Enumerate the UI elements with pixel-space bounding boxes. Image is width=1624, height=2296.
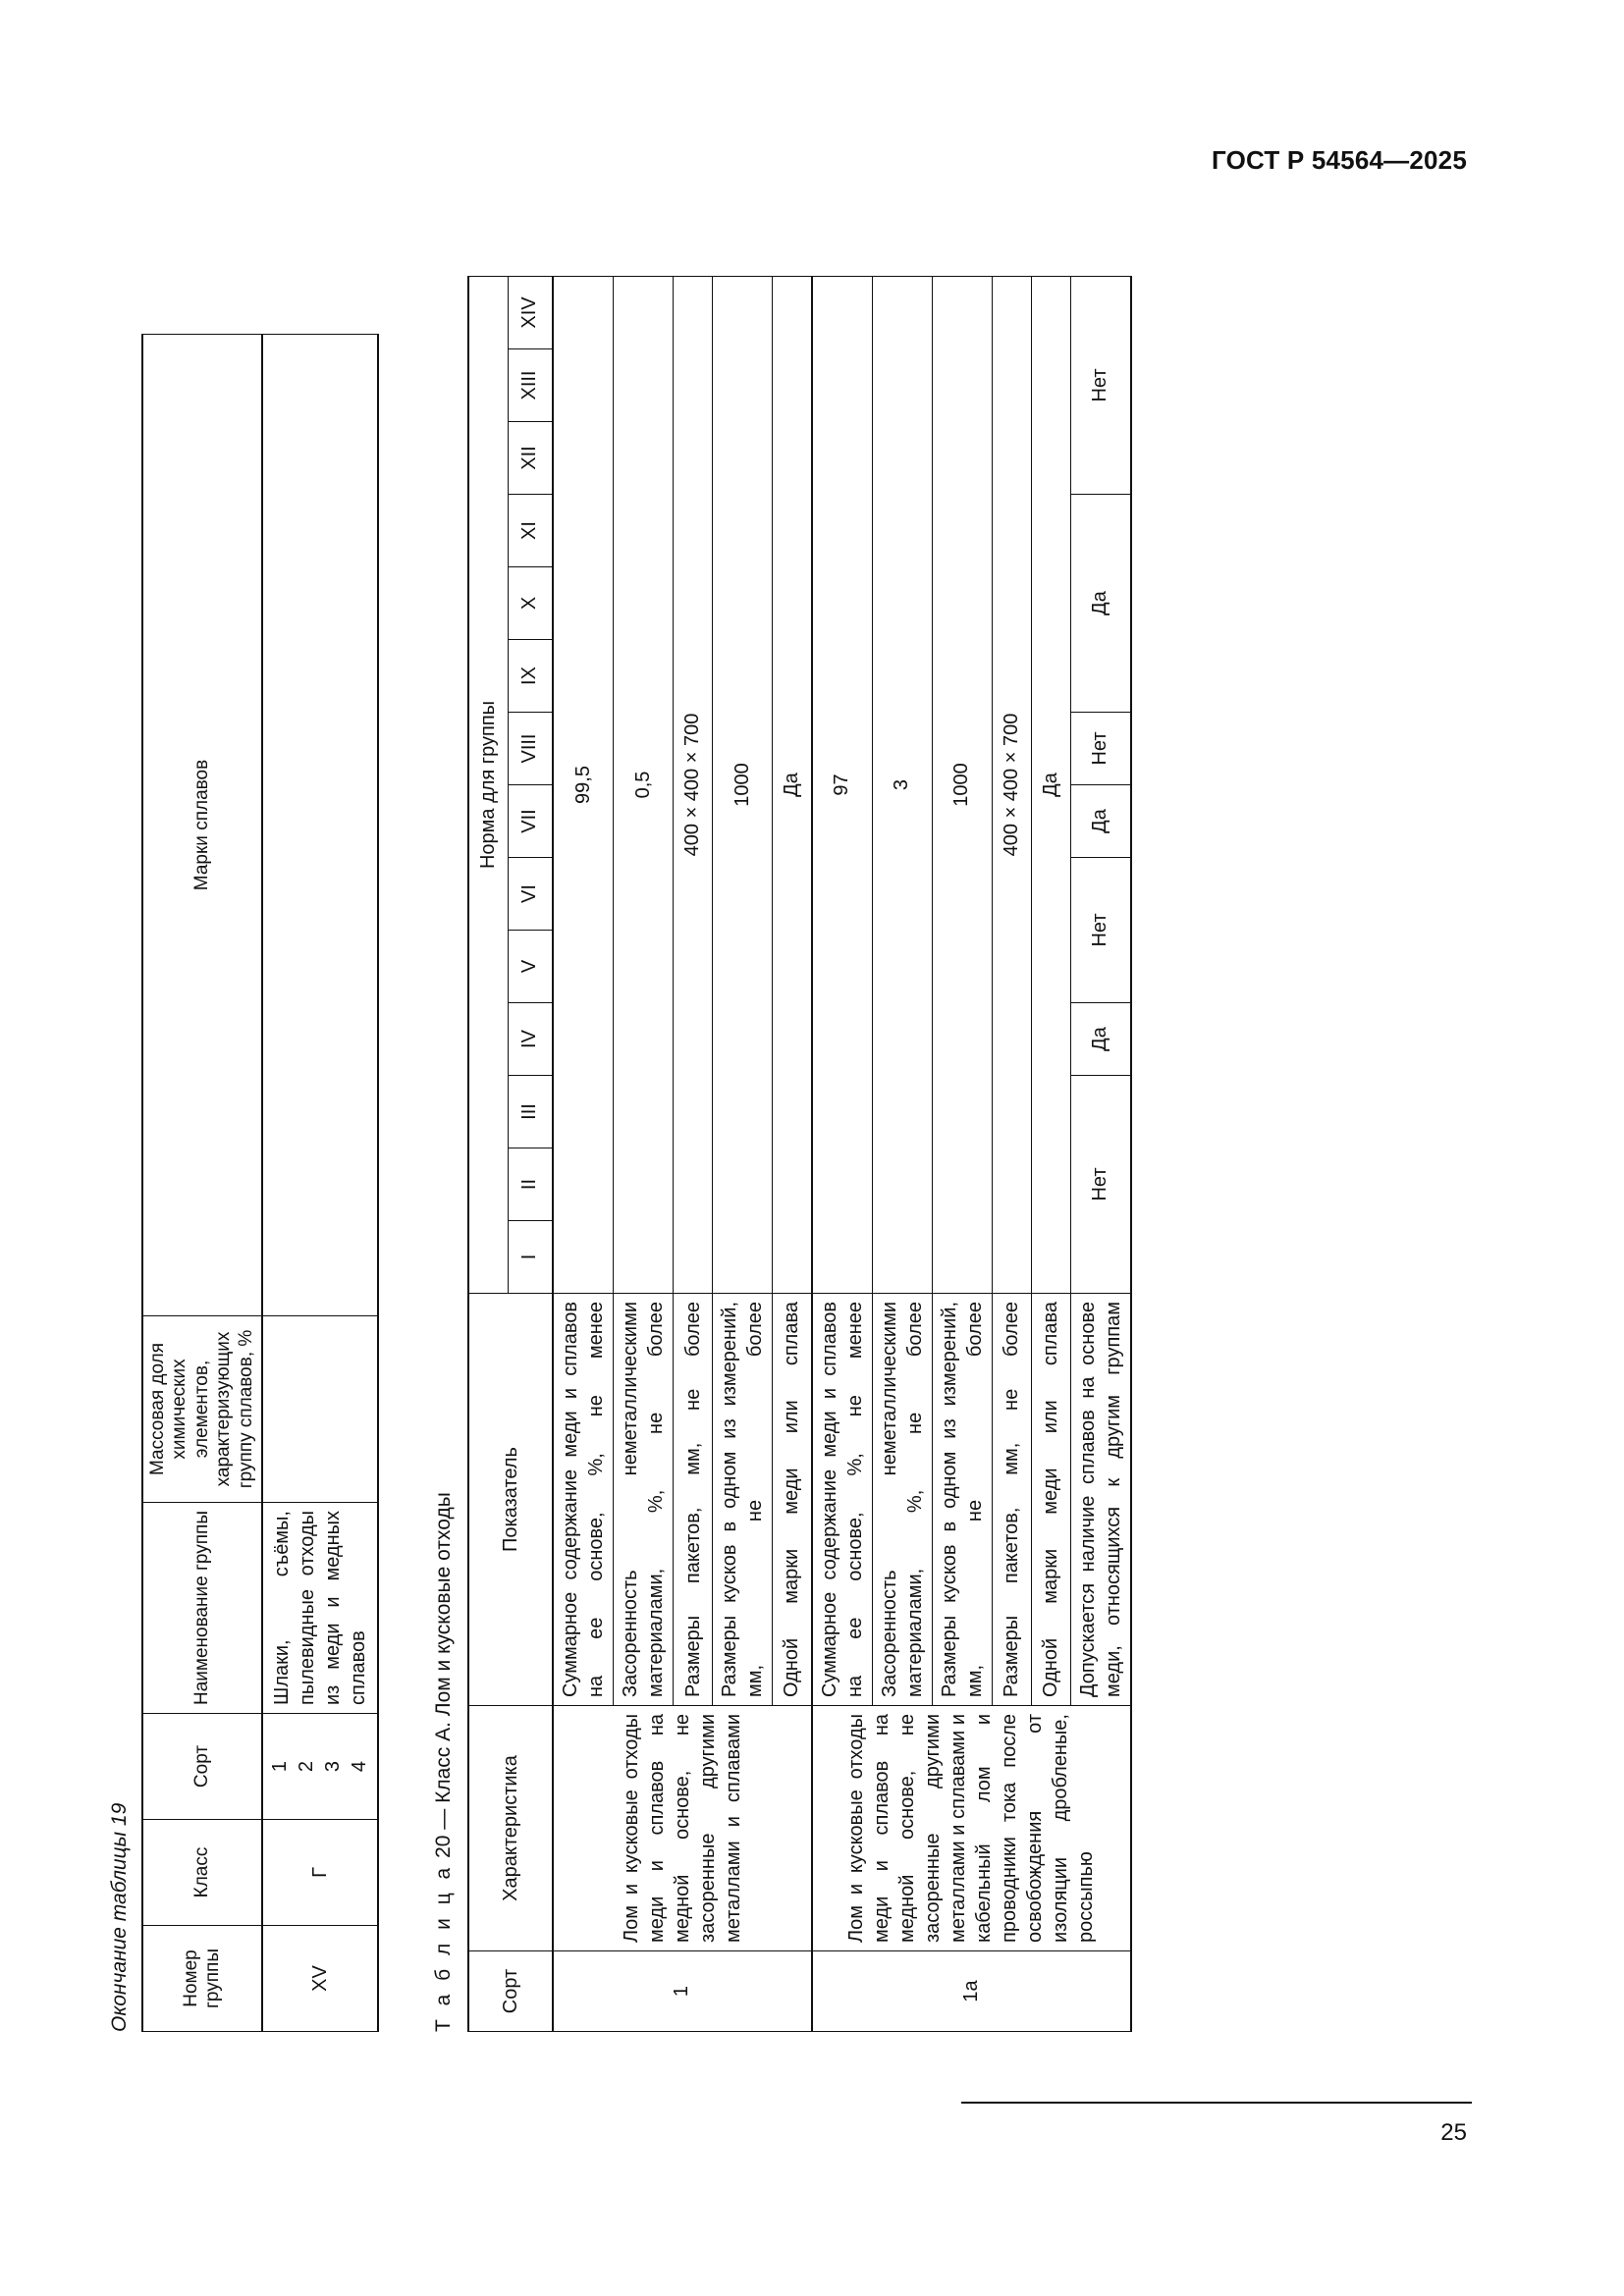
col-header-group-VII: VII bbox=[508, 785, 553, 858]
table-19-body bbox=[262, 335, 378, 2032]
col-header-group-V: V bbox=[508, 931, 553, 1003]
cell-indicator: Суммарное содержание меди и сплавов на ее основе, %, не менее bbox=[553, 1294, 614, 1706]
cell-sort: 1а bbox=[812, 1951, 1131, 2032]
col-header-group-XI: XI bbox=[508, 495, 553, 567]
col-header-group-number: Номер группы bbox=[142, 1926, 262, 2032]
col-header-class: Класс bbox=[142, 1820, 262, 1926]
cell-norm-value: 3 bbox=[872, 277, 932, 1294]
cell-norm-value: Нет bbox=[1070, 277, 1131, 495]
table-row bbox=[812, 277, 873, 2032]
sort-value: 1 bbox=[269, 1760, 292, 1773]
col-header-group-XIII: XIII bbox=[508, 349, 553, 422]
cell-indicator: Размеры кусков в одном из измерений, мм, не более bbox=[713, 1294, 773, 1706]
cell-norm-value: Да bbox=[1031, 277, 1070, 1294]
cell-mass-fraction bbox=[262, 1316, 378, 1503]
table-20-caption-dash: — bbox=[432, 1808, 455, 1830]
cell-norm-value: 400 × 400 × 700 bbox=[674, 277, 713, 1294]
cell-sorts bbox=[262, 1714, 378, 1820]
col-header-alloy-marks: Марки сплавов bbox=[142, 335, 262, 1316]
cell-norm-value: 400 × 400 × 700 bbox=[992, 277, 1031, 1294]
cell-indicator: Засоренность неметаллическими материалами, %, не более bbox=[614, 1294, 674, 1706]
cell-alloy-marks bbox=[262, 335, 378, 1316]
table-19 bbox=[141, 334, 379, 2032]
col-header-group-I: I bbox=[508, 1221, 553, 1294]
table-20-caption-title: Класс А. Лом и кусковые отходы bbox=[432, 1492, 455, 1803]
cell-group-name: Шлаки, съёмы, пылевидные отходы из меди и медных сплавов bbox=[262, 1503, 378, 1714]
table-20-caption-prefix: Т а б л и ц а bbox=[432, 1863, 455, 2032]
cell-sort: 1 bbox=[553, 1951, 812, 2032]
cell-characteristic: Лом и кусковые отходы меди и сплавов на медной основе, не засоренные другими металлами и сплавами bbox=[553, 1706, 812, 1951]
cell-indicator: Размеры пакетов, мм, не более bbox=[992, 1294, 1031, 1706]
cell-norm-value: 1000 bbox=[713, 277, 773, 1294]
table-20-caption-number: 20 bbox=[432, 1835, 455, 1858]
table-20-head bbox=[468, 277, 553, 2032]
col-header-sort: Сорт bbox=[142, 1714, 262, 1820]
table-19-header-row bbox=[142, 335, 262, 2032]
cell-norm-value: Да bbox=[1070, 785, 1131, 858]
cell-indicator: Суммарное содержание меди и сплавов на ее основе, %, не менее bbox=[812, 1294, 873, 1706]
page-standard-title: ГОСТ Р 54564—2025 bbox=[1212, 145, 1467, 175]
col-header-characteristic: Характеристика bbox=[468, 1706, 553, 1951]
cell-norm-value: Да bbox=[1070, 1003, 1131, 1076]
table-20-caption bbox=[432, 265, 456, 2032]
sort-value: 2 bbox=[296, 1760, 318, 1773]
col-header-group-II: II bbox=[508, 1148, 553, 1221]
cell-norm-value: 97 bbox=[812, 277, 873, 1294]
sort-value: 3 bbox=[322, 1760, 345, 1773]
table-19-caption: Окончание таблицы 19 bbox=[108, 1802, 131, 2032]
cell-norm-value: Нет bbox=[1070, 713, 1131, 785]
cell-class: Г bbox=[262, 1820, 378, 1926]
col-header-group-IV: IV bbox=[508, 1003, 553, 1076]
table-row bbox=[262, 335, 378, 2032]
table-19-block bbox=[108, 265, 371, 2032]
table-20-body bbox=[553, 277, 1131, 2032]
col-header-group-X: X bbox=[508, 567, 553, 640]
col-header-group-VIII: VIII bbox=[508, 713, 553, 785]
col-header-group-IX: IX bbox=[508, 640, 553, 713]
col-header-group-name: Наименование группы bbox=[142, 1503, 262, 1714]
cell-norm-value: Да bbox=[773, 277, 812, 1294]
cell-indicator: Засоренность неметаллическими материалами, %, не более bbox=[872, 1294, 932, 1706]
col-header-mass-fraction: Массовая доля химических элементов, характеризующих группу сплавов, % bbox=[142, 1316, 262, 1503]
table-20-block bbox=[432, 265, 1532, 2032]
table-20 bbox=[467, 276, 1132, 2032]
col-header-sort: Сорт bbox=[468, 1951, 553, 2032]
cell-norm-value: Нет bbox=[1070, 1076, 1131, 1294]
col-header-norm-group: Норма для группы bbox=[468, 277, 508, 1294]
cell-norm-value: Нет bbox=[1070, 858, 1131, 1003]
table-row bbox=[553, 277, 614, 2032]
cell-indicator: Одной марки меди или сплава bbox=[773, 1294, 812, 1706]
cell-norm-value: 1000 bbox=[932, 277, 992, 1294]
cell-indicator: Допускается наличие сплавов на основе меди, относящихся к другим группам bbox=[1070, 1294, 1131, 1706]
col-header-indicator: Показатель bbox=[468, 1294, 553, 1706]
col-header-group-III: III bbox=[508, 1076, 553, 1148]
col-header-group-XIV: XIV bbox=[508, 277, 553, 349]
table-19-head bbox=[142, 335, 262, 2032]
cell-indicator: Размеры кусков в одном из измерений, мм, не более bbox=[932, 1294, 992, 1706]
cell-norm-value: 0,5 bbox=[614, 277, 674, 1294]
cell-indicator: Размеры пакетов, мм, не более bbox=[674, 1294, 713, 1706]
cell-indicator: Одной марки меди или сплава bbox=[1031, 1294, 1070, 1706]
col-header-group-VI: VI bbox=[508, 858, 553, 931]
sort-value: 4 bbox=[349, 1760, 371, 1773]
cell-norm-value: Да bbox=[1070, 495, 1131, 713]
table-20-header-row-1 bbox=[468, 277, 508, 2032]
cell-characteristic: Лом и кусковые отходы меди и сплавов на медной основе, не засоренные другими металлами и сплавами и кабельный лом и проводники тока после освобождения от изоляции дробленые, россыпью bbox=[812, 1706, 1131, 1951]
cell-group-number: XV bbox=[262, 1926, 378, 2032]
col-header-group-XII: XII bbox=[508, 422, 553, 495]
page-number: 25 bbox=[1440, 2119, 1467, 2146]
cell-norm-value: 99,5 bbox=[553, 277, 614, 1294]
